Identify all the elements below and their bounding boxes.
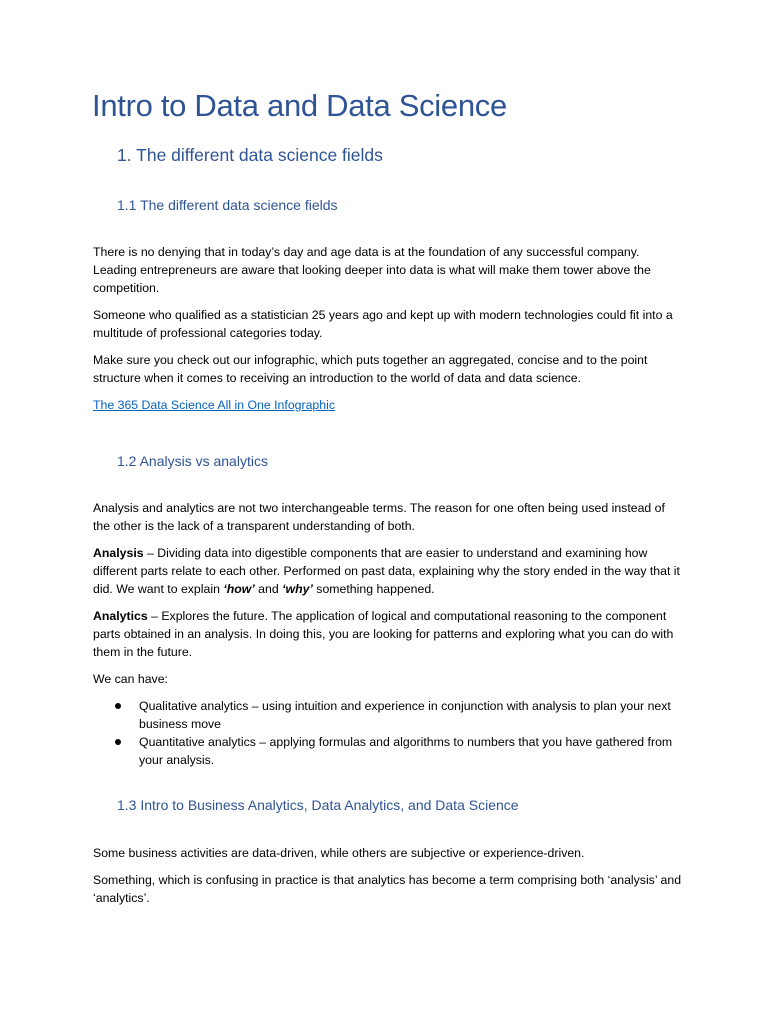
section-1-3-heading: 1.3 Intro to Business Analytics, Data Analytics, and Data Science — [117, 797, 519, 813]
paragraph-data-driven: Some business activities are data-driven, while others are subjective or experience-driven. — [93, 846, 585, 860]
analytics-types-list — [93, 697, 683, 769]
document-title: Intro to Data and Data Science — [92, 88, 507, 123]
section-1-2-heading: 1.2 Analysis vs analytics — [117, 453, 268, 469]
list-item — [93, 733, 683, 769]
section-1-1-heading: 1.1 The different data science fields — [117, 197, 338, 213]
analysis-and: and — [254, 582, 283, 596]
analysis-text-b: something happened. — [312, 582, 435, 596]
analytics-text: – Explores the future. The application of logical and computational reasoning to the component parts obtained in an analysis. In doing this, you are looking for patterns and exploring what you can do with them in the future. — [93, 609, 674, 659]
bullet-icon — [115, 739, 121, 745]
paragraph-analysis-definition — [93, 544, 685, 598]
analytics-term: Analytics — [93, 609, 148, 623]
paragraph-infographic: Make sure you check out our infographic, which puts together an aggregated, concise and to the point structure when it comes to receiving an introduction to the world of data and data science. — [93, 353, 648, 385]
infographic-link[interactable]: The 365 Data Science All in One Infographic — [93, 398, 335, 412]
bullet-icon — [115, 703, 121, 709]
section-1-heading: 1. The different data science fields — [117, 145, 383, 165]
paragraph-analysis-vs-analytics: Analysis and analytics are not two interchangeable terms. The reason for one often being used instead of the other is the lack of a transparent understanding of both. — [93, 501, 665, 533]
list-item-text: Quantitative analytics – applying formulas and algorithms to numbers that you have gathered from your analysis. — [139, 735, 673, 767]
paragraph-analytics-definition — [93, 607, 685, 661]
analysis-text-a: – Dividing data into digestible components that are easier to understand and examining how different parts relate to each other. Performed on past data, explaining why the story ended in the way that it did. We want to explain — [93, 546, 680, 596]
paragraph-analytics-term-confusion: Something, which is confusing in practice is that analytics has become a term comprising both ‘analysis’ and ‘analytics’. — [93, 873, 682, 905]
paragraph-statistician: Someone who qualified as a statistician 25 years ago and kept up with modern technologies could fit into a multitude of professional categories today. — [93, 308, 673, 340]
list-item — [93, 697, 683, 733]
paragraph-data-foundation: There is no denying that in today’s day and age data is at the foundation of any successful company. Leading entrepreneurs are aware that looking deeper into data is what will make them tower above the competition. — [93, 245, 651, 295]
analysis-why: ‘why’ — [282, 582, 313, 596]
list-item-text: Qualitative analytics – using intuition and experience in conjunction with analysis to plan your next business move — [139, 699, 671, 731]
paragraph-we-can-have: We can have: — [93, 672, 168, 686]
analysis-term: Analysis — [93, 546, 144, 560]
analysis-how: ‘how’ — [223, 582, 255, 596]
